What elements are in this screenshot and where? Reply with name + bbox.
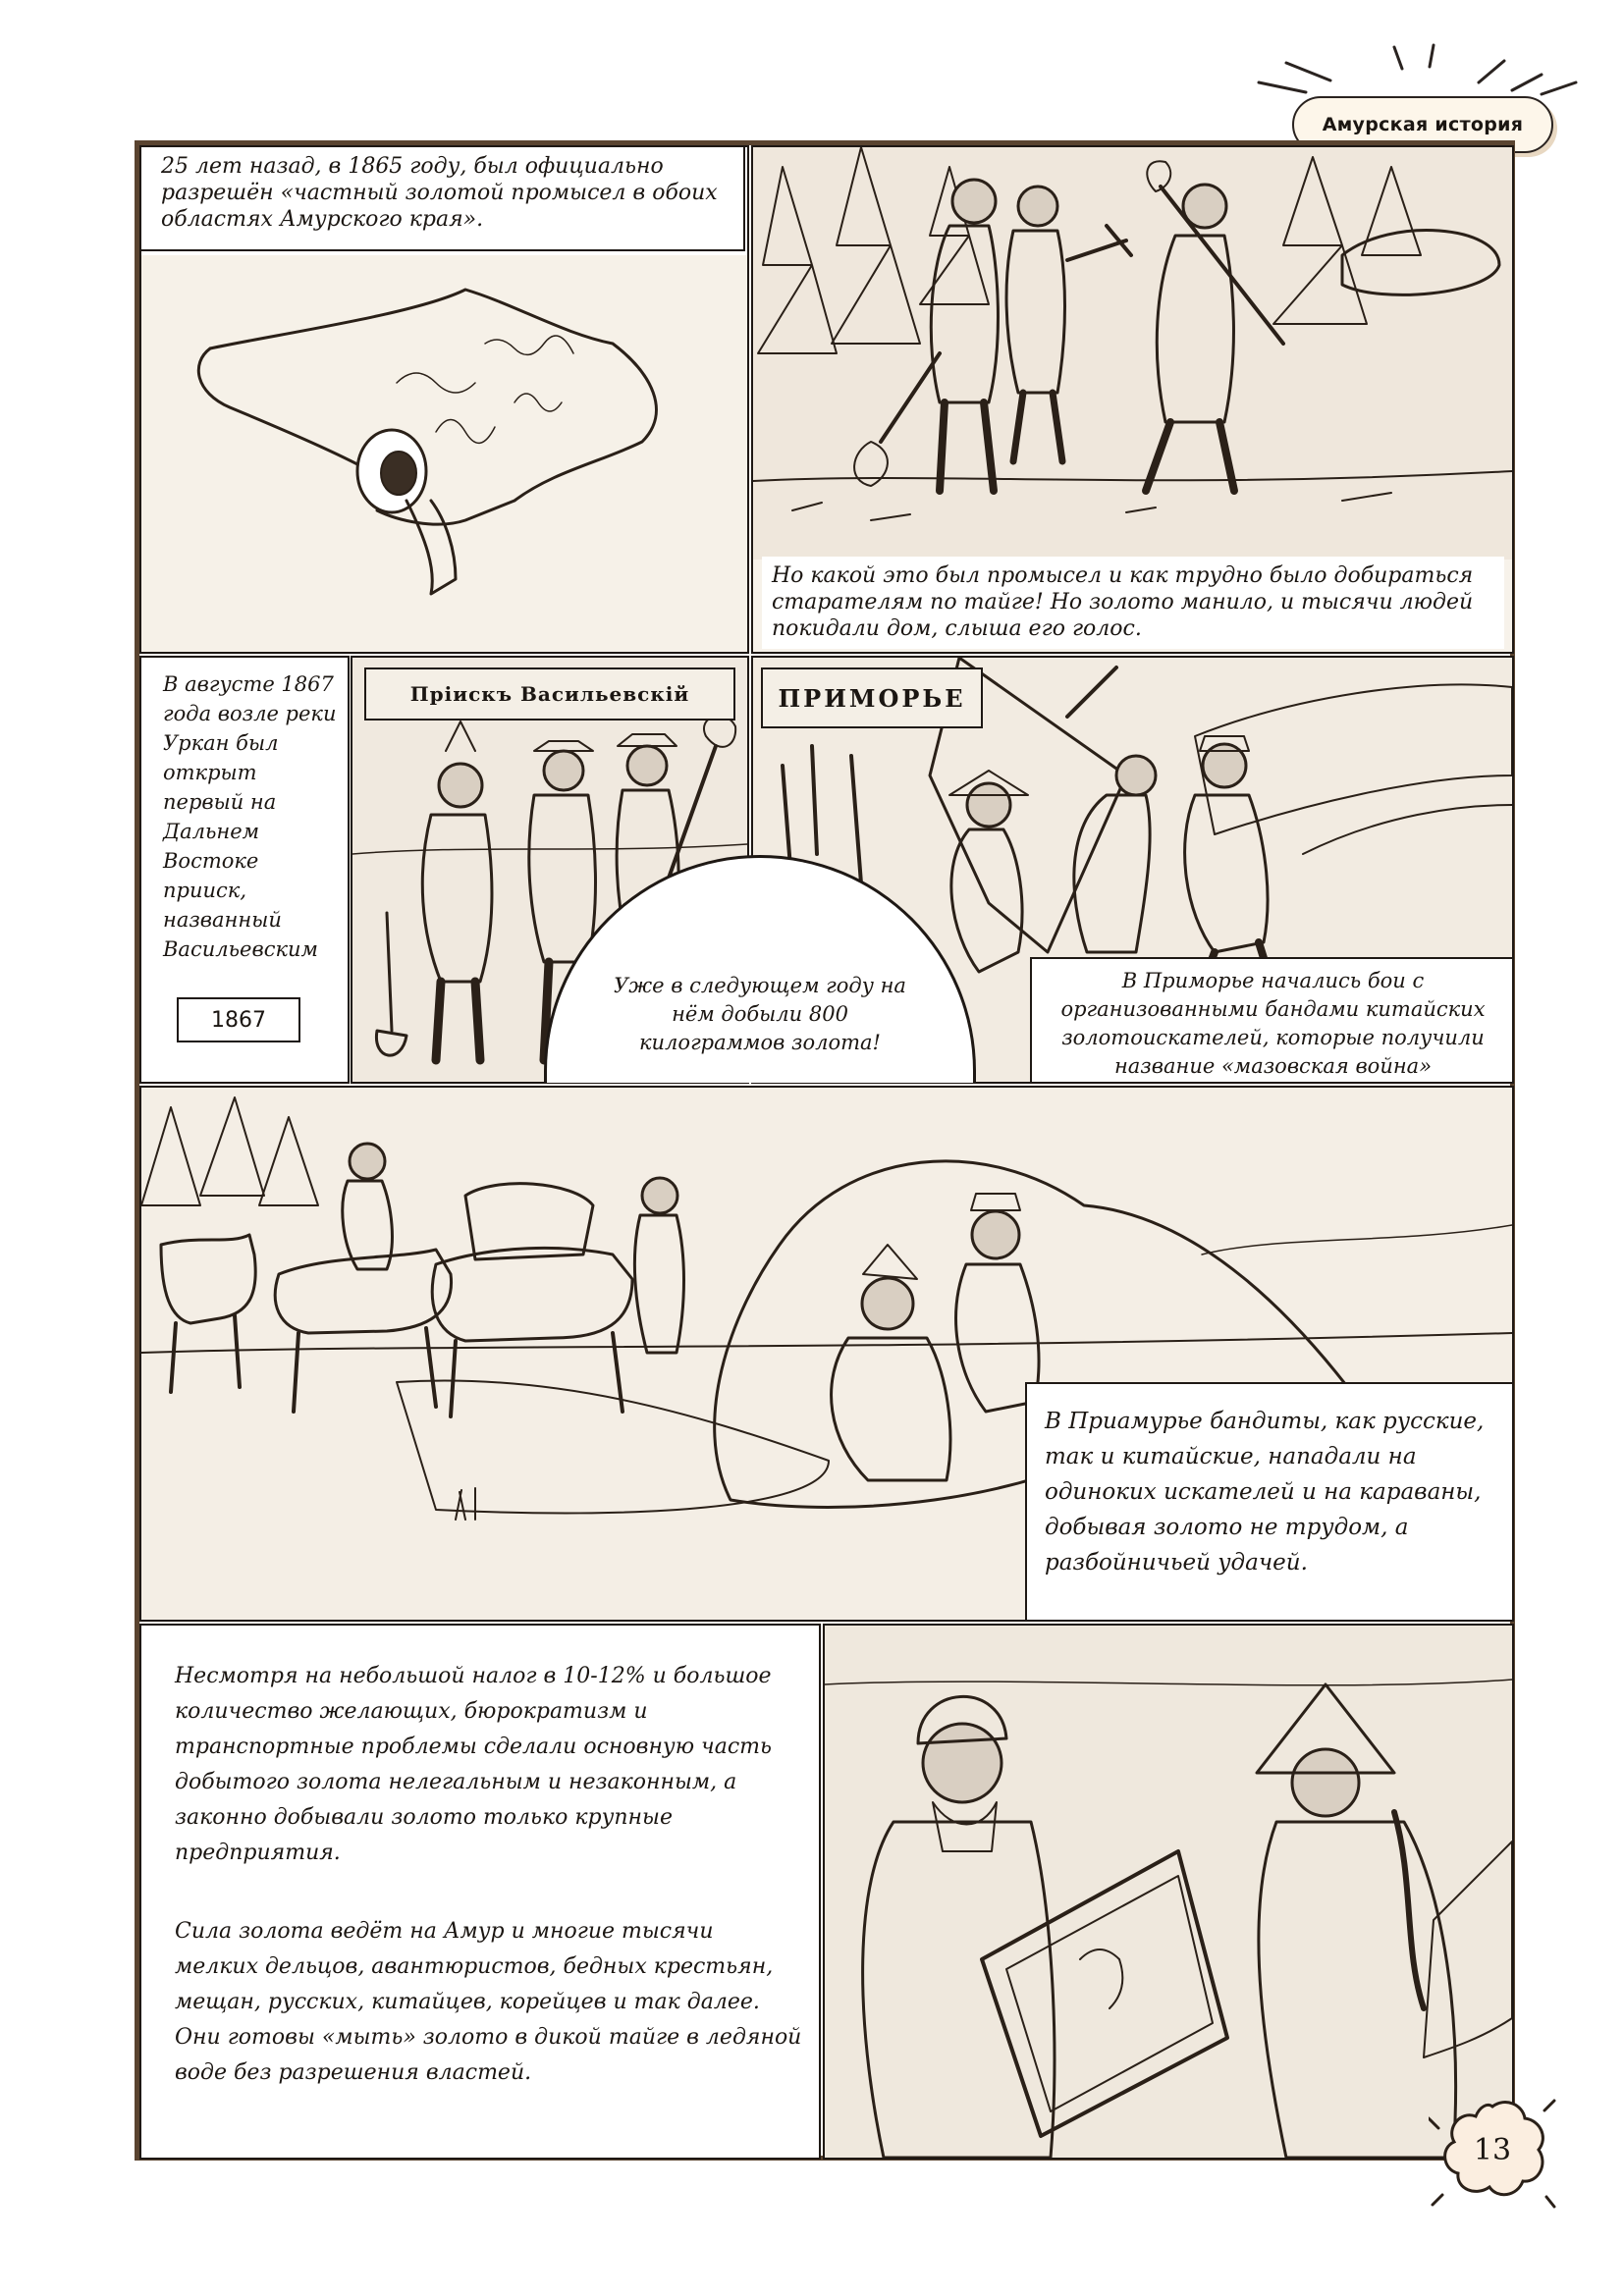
panel-5-caption: В Приморье начались бои с организованными бандами китайских золотоискателей, которые получили название «мазовская война» <box>1030 957 1514 1084</box>
panel-2-caption: Но какой это был промысел и как трудно было добираться старателям по тайге! Но золото манило, и тысячи людей покидали дом, слыша его голос. <box>762 557 1504 649</box>
comic-page-frame <box>135 140 1515 2161</box>
panel-scroll <box>139 145 749 654</box>
primorye-sign: ПРИМОРЬЕ <box>761 667 983 728</box>
series-title: Амурская история <box>1322 114 1524 135</box>
panel-7-text <box>139 1624 821 2160</box>
mine-name-sign: Прiискъ Васильевскiй <box>364 667 735 721</box>
gold-yield-text: Уже в следующем году на нём добыли 800 килограммов золота! <box>614 974 906 1054</box>
panel-3-text <box>139 656 350 1084</box>
gold-trade-illustration <box>825 1626 1512 2158</box>
year-box: 1867 <box>177 997 300 1042</box>
panel-6-caption: В Приамурье бандиты, как русские, так и китайские, нападали на одиноких искателей и на караваны, добывая золото не трудом, а разбойничьей удачей. <box>1025 1382 1514 1622</box>
panel-3-caption: В августе 1867 года возле реки Уркан был открыт первый на Дальнем Востоке прииск, названный Васильевским <box>163 672 337 961</box>
scroll-illustration <box>141 147 747 652</box>
panel-gold-trade <box>823 1624 1514 2160</box>
panel-caravan <box>139 1086 1514 1622</box>
panel-7-paragraph-1: Несмотря на небольшой налог в 10-12% и большое количество желающих, бюрократизм и транспортные проблемы сделали основную часть добытого золота нелегальным и незаконным, а законно добывали золото только крупные предприятия. <box>175 1664 773 1865</box>
page-number: 13 <box>1473 2132 1512 2167</box>
panel-1-caption: 25 лет назад, в 1865 году, был официально разрешён «частный золотой промысел в обоих областях Амурского края». <box>139 145 745 251</box>
panel-prospectors <box>751 145 1514 654</box>
panel-7-paragraph-2: Сила золота ведёт на Амур и многие тысячи мелких дельцов, авантюристов, бедных крестьян, мещан, русских, китайцев, корейцев и так далее. Они готовы «мыть» золото в дикой тайге в ледяной воде без разрешения властей. <box>175 1919 802 2085</box>
